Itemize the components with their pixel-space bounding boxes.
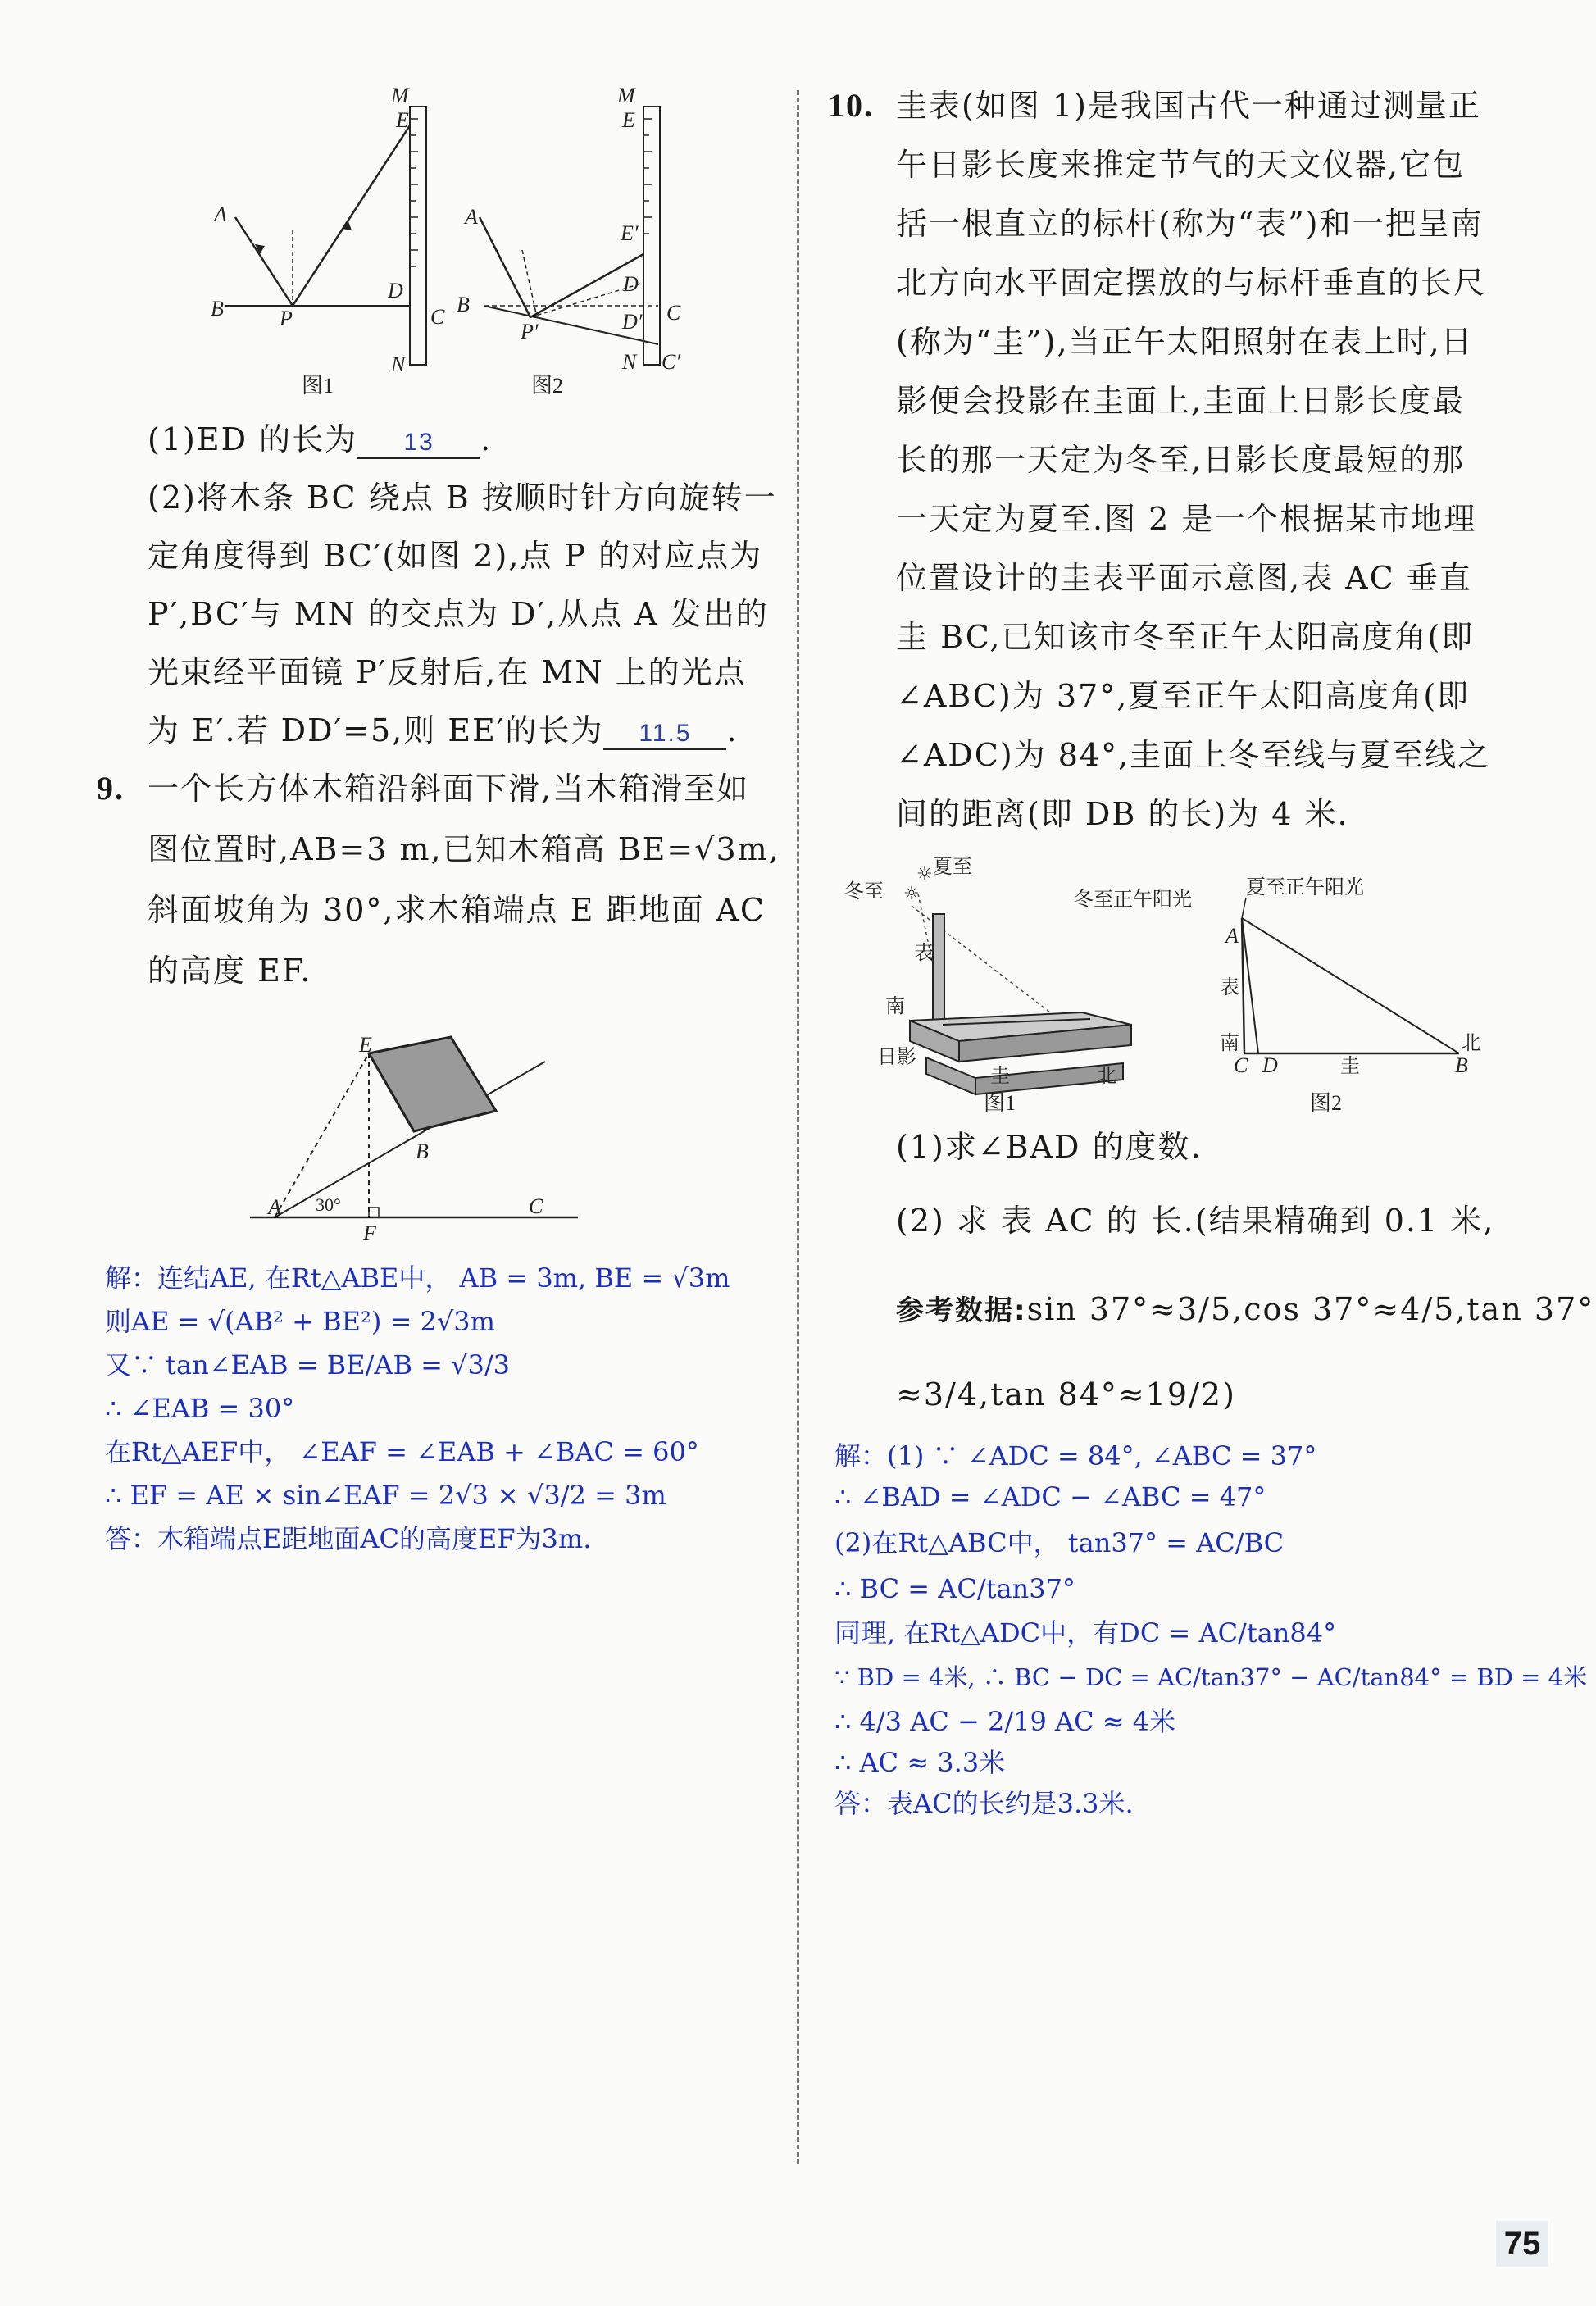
svg-text:圭: 圭 (990, 1064, 1010, 1087)
svg-text:A: A (1225, 924, 1239, 948)
svg-text:C: C (529, 1194, 543, 1218)
svg-text:D: D (623, 272, 639, 296)
q9-solution-2: 则AE = √(AB² + BE²) = 2√3m (105, 1306, 495, 1337)
q10-line-11: ∠ABC)为 37°,夏至正午太阳高度角(即 (896, 678, 1471, 714)
svg-text:北: 北 (1097, 1064, 1116, 1087)
svg-text:A: A (214, 202, 227, 226)
q10-ref-line-1: 参考数据:sin 37°≈3/5,cos 37°≈4/5,tan 37° (896, 1291, 1595, 1327)
q10-line-10: 圭 BC,已知该市冬至正午太阳高度角(即 (896, 619, 1475, 655)
q9-line-3: 斜面坡角为 30°,求木箱端点 E 距地面 AC (148, 892, 766, 928)
svg-text:C: C (430, 305, 445, 329)
column-divider (797, 90, 799, 2164)
svg-text:N: N (391, 352, 406, 376)
svg-text:南: 南 (885, 994, 905, 1017)
q10-part2: (2) 求 表 AC 的 长.(结果精确到 0.1 米, (896, 1203, 1495, 1239)
q9-solution-7: 答：木箱端点E距地面AC的高度EF为3m. (105, 1523, 592, 1554)
svg-text:A: A (465, 205, 478, 229)
svg-text:P: P (280, 307, 293, 330)
q10-line-2: 午日影长度来推定节气的天文仪器,它包 (896, 147, 1466, 183)
svg-text:E: E (622, 108, 635, 132)
svg-text:A: A (268, 1195, 281, 1219)
svg-text:南: 南 (1220, 1031, 1239, 1054)
q10-solution-5: 同理, 在Rt△ADC中，有DC = AC/tan84° (834, 1617, 1337, 1649)
svg-text:P′: P′ (521, 320, 539, 343)
q10-solution-2: ∴ ∠BAD = ∠ADC − ∠ABC = 47° (834, 1481, 1266, 1512)
svg-text:E′: E′ (621, 221, 639, 245)
q9-solution-6: ∴ EF = AE × sin∠EAF = 2√3 × √3/2 = 3m (105, 1480, 666, 1511)
svg-text:D′: D′ (622, 310, 643, 334)
svg-text:C: C (1234, 1053, 1248, 1074)
q8-fig1-caption: 图1 (302, 374, 334, 398)
q8-part2-line-4: 光束经平面镜 P′反射后,在 MN 上的光点 (148, 654, 747, 690)
q10-line-5: (称为“圭”),当正午太阳照射在表上时,日 (896, 324, 1474, 360)
q10-line-12: ∠ADC)为 84°,圭面上冬至线与夏至线之 (896, 737, 1491, 773)
q8-part1: (1)ED 的长为 13 . (148, 421, 493, 457)
svg-text:B: B (211, 297, 224, 321)
q10-solution-9: 答：表AC的长约是3.3米. (834, 1788, 1134, 1819)
q10-solution-1: 解：(1) ∵ ∠ADC = 84°, ∠ABC = 37° (834, 1440, 1317, 1471)
svg-text:☼: ☼ (903, 884, 920, 904)
svg-text:冬至: 冬至 (844, 880, 884, 903)
q10-number: 10. (828, 87, 874, 124)
q10-line-8: 一天定为夏至.图 2 是一个根据某市地理 (896, 501, 1477, 537)
q8-figure-1 (209, 86, 447, 381)
svg-text:30°: 30° (316, 1194, 341, 1215)
q10-part1: (1)求∠BAD 的度数. (896, 1129, 1203, 1165)
q8-figure-2 (455, 86, 693, 381)
q10-solution-7: ∴ 4/3 AC − 2/19 AC ≈ 4米 (834, 1706, 1176, 1737)
svg-text:表: 表 (1220, 976, 1239, 998)
q10-solution-6: ∵ BD = 4米, ∴ BC − DC = AC/tan37° − AC/tan84° = BD = 4米 (834, 1663, 1588, 1691)
svg-text:北: 北 (1461, 1031, 1480, 1054)
q10-fig1-caption: 图1 (984, 1091, 1016, 1115)
svg-text:M: M (617, 86, 635, 107)
q8-fig2-caption: 图2 (531, 374, 564, 398)
svg-text:N: N (622, 350, 637, 374)
svg-text:B: B (457, 293, 470, 316)
svg-text:夏至正午阳光: 夏至正午阳光 (1246, 876, 1364, 898)
svg-text:B: B (416, 1139, 429, 1163)
q10-fig2-caption: 图2 (1310, 1091, 1343, 1115)
q10-ref-line-2: ≈3/4,tan 84°≈19/2) (896, 1376, 1236, 1412)
svg-text:日影: 日影 (877, 1045, 916, 1068)
svg-text:C′: C′ (662, 350, 681, 374)
q10-solution-3: (2)在Rt△ABC中， tan37° = AC/BC (834, 1527, 1285, 1558)
svg-text:圭: 圭 (1340, 1054, 1360, 1074)
svg-text:D: D (1262, 1053, 1278, 1074)
q9-solution-1: 解：连结AE, 在Rt△ABE中， AB = 3m, BE = √3m (105, 1262, 730, 1294)
q10-line-4: 北方向水平固定摆放的与标杆垂直的长尺 (896, 265, 1487, 301)
svg-text:M: M (391, 86, 409, 107)
svg-text:E: E (359, 1033, 372, 1057)
q10-line-7: 长的那一天定为冬至,日影长度最短的那 (896, 442, 1466, 478)
svg-text:B: B (1455, 1053, 1468, 1074)
q9-line-2: 图位置时,AB=3 m,已知木箱高 BE=√3m, (148, 831, 780, 867)
svg-text:F: F (363, 1221, 376, 1245)
q10-line-3: 括一根直立的标杆(称为“表”)和一把呈南 (896, 206, 1484, 242)
svg-text:表: 表 (914, 941, 934, 964)
page-number: 75 (1496, 2221, 1548, 2267)
q10-solution-4: ∴ BC = AC/tan37° (834, 1573, 1075, 1604)
q10-line-6: 影便会投影在圭面上,圭面上日影长度最 (896, 383, 1466, 419)
q9-solution-3: 又∵ tan∠EAB = BE/AB = √3/3 (105, 1349, 511, 1380)
q9-number: 9. (97, 770, 125, 807)
q8-part2-line-5: 为 E′.若 DD′=5,则 EE′的长为 11.5 . (148, 712, 739, 748)
svg-text:夏至: 夏至 (933, 855, 972, 878)
q10-line-9: 位置设计的圭表平面示意图,表 AC 垂直 (896, 560, 1472, 596)
svg-text:C: C (666, 301, 681, 325)
q8-part2-line-2: 定角度得到 BC′(如图 2),点 P 的对应点为 (148, 538, 763, 574)
q10-line-1: 圭表(如图 1)是我国古代一种通过测量正 (896, 88, 1481, 124)
q8-part1-answer: 13 (357, 428, 480, 459)
svg-text:E: E (396, 108, 409, 132)
q9-line-1: 一个长方体木箱沿斜面下滑,当木箱滑至如 (148, 771, 750, 807)
svg-text:D: D (388, 279, 403, 302)
q9-solution-5: 在Rt△AEF中， ∠EAF = ∠EAB + ∠BAC = 60° (105, 1436, 699, 1467)
q10-figure-2 (1057, 869, 1500, 1074)
q8-part2-line-1: (2)将木条 BC 绕点 B 按顺时针方向旋转一 (148, 480, 777, 516)
q8-part2-line-3: P′,BC′与 MN 的交点为 D′,从点 A 发出的 (148, 596, 769, 632)
q9-figure (242, 1021, 586, 1250)
svg-text:☼: ☼ (916, 864, 933, 885)
q10-line-13: 间的距离(即 DB 的长)为 4 米. (896, 796, 1349, 832)
svg-text:冬至正午阳光: 冬至正午阳光 (1074, 888, 1192, 911)
q8-part2-answer: 11.5 (603, 719, 726, 750)
q9-line-4: 的高度 EF. (148, 953, 312, 989)
q10-solution-8: ∴ AC ≈ 3.3米 (834, 1747, 1006, 1778)
q9-solution-4: ∴ ∠EAB = 30° (105, 1393, 295, 1424)
